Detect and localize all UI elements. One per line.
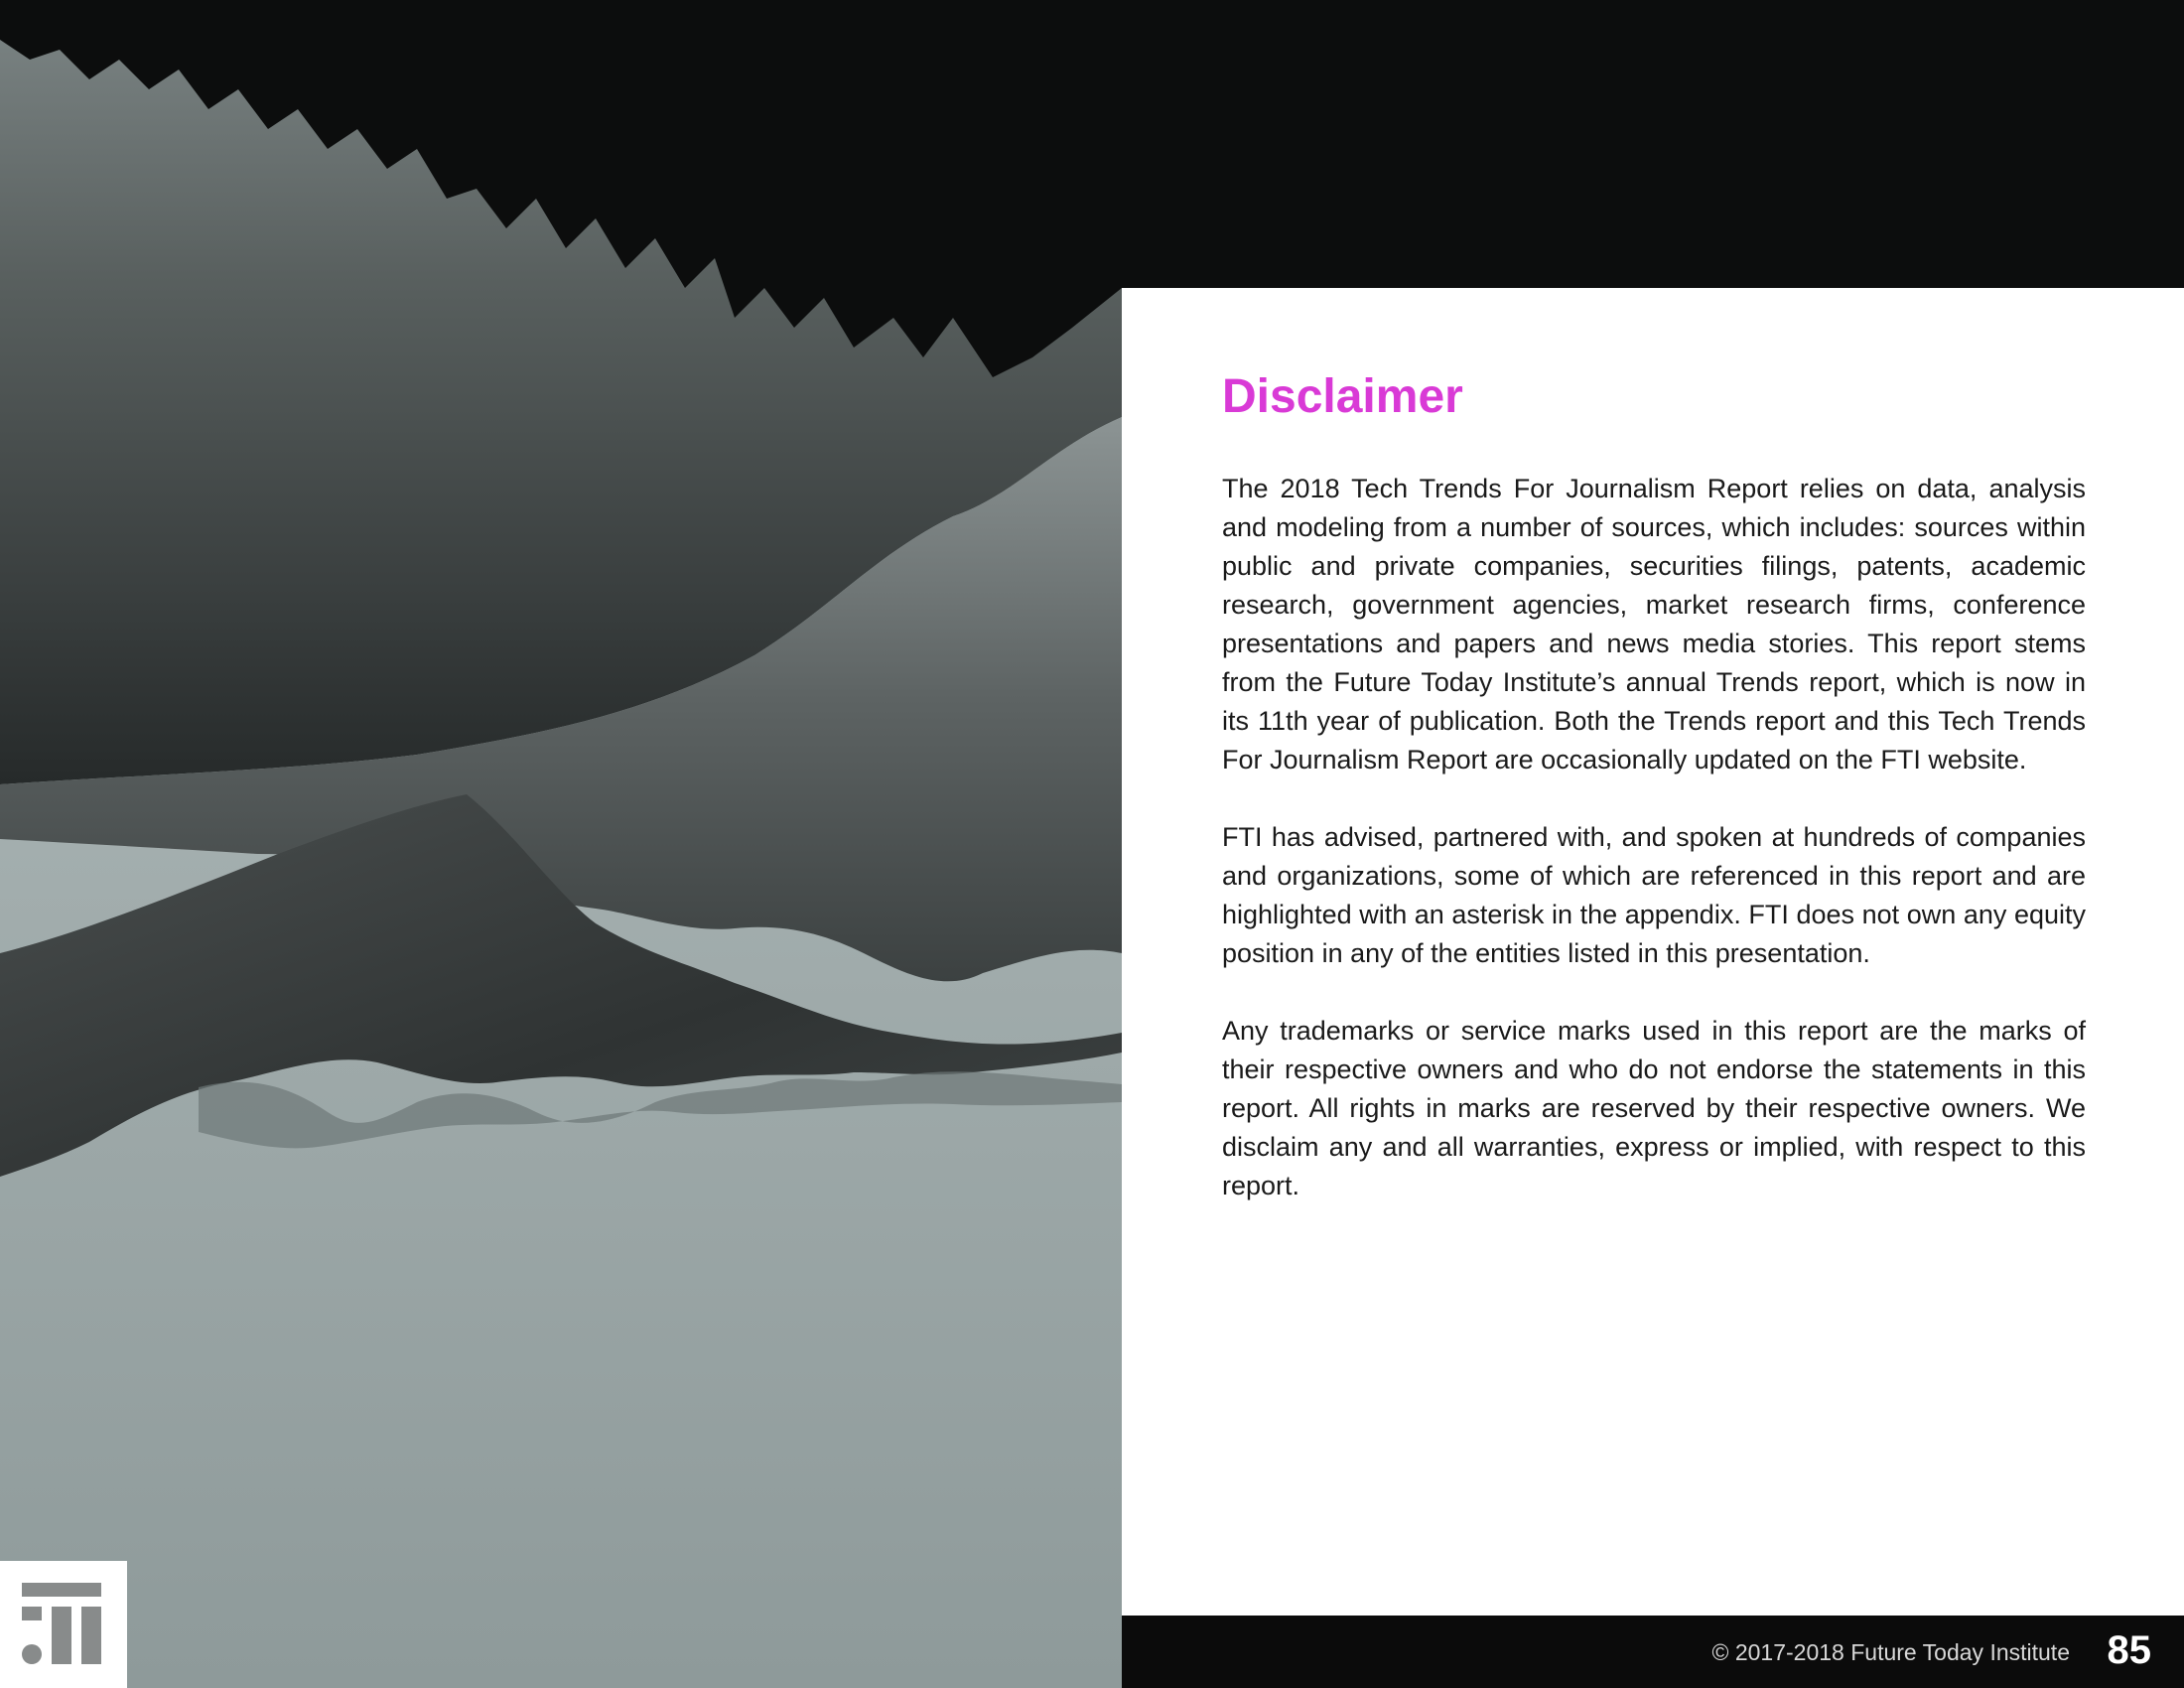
paragraph-advisory: FTI has advised, partnered with, and spoken at hundreds of companies and organizations, some of which are referenced in this report and are highlighted with an asterisk in the appendix. FTI does not own any equity position in any of the entities listed in this presentation. [1222,822,2086,968]
page-number: 85 [2107,1628,2151,1672]
fti-logo-icon [22,1583,105,1666]
disclaimer-body [1222,470,2086,1244]
text-panel [1122,288,2184,1616]
paragraph-data-sources: The 2018 Tech Trends For Journalism Report relies on data, analysis and modeling from a number of sources, which includes: sources within public and private companies, securities filings, patents, academic research, government agencies, market research firms, conference presentations and papers and news media stories. This report stems from the Future Today Institute’s annual Trends report, which is now in its 11th year of publication. Both the Trends report and this Tech Trends For Journalism Report are occasionally updated on the FTI website. [1222,474,2086,774]
paragraph-trademarks: Any trademarks or service marks used in this report are the marks of their respective owners and who do not endorse the statements in this report. All rights in marks are reserved by their respective owners. We disclaim any and all warranties, express or implied, with respect to this report. [1222,1016,2086,1200]
copyright-text: © 2017-2018 Future Today Institute [1711,1639,2070,1665]
fti-logo [0,1561,127,1688]
footer-bar [1122,1616,2184,1688]
page-title: Disclaimer [1222,370,1463,423]
